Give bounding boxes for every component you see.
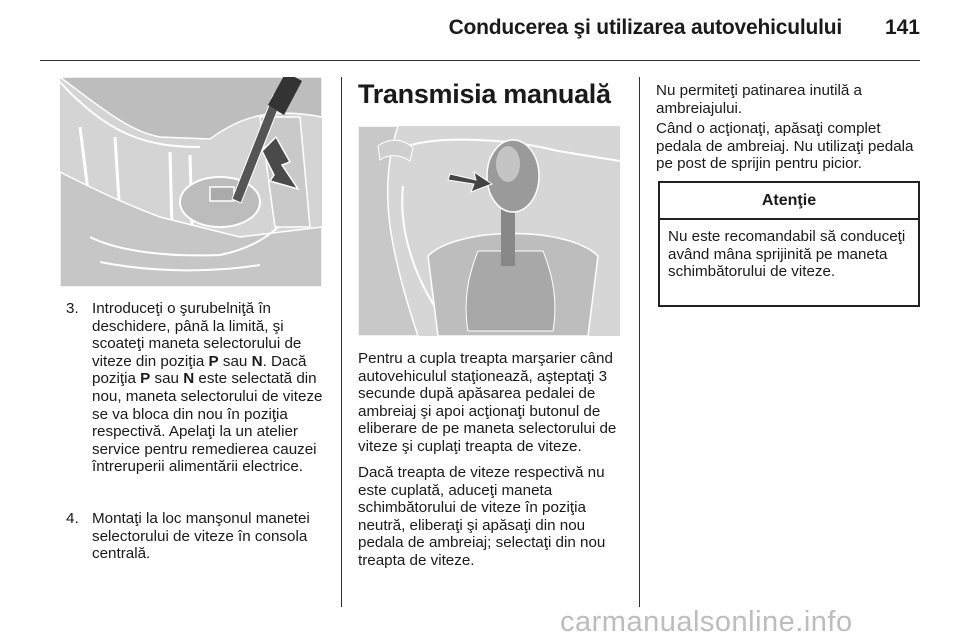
paragraph: Nu permiteţi patinarea inutilă a ambreiajului. [656, 82, 862, 117]
page-header-title: Conducerea şi utilizarea autovehiculului [448, 16, 842, 39]
gear-position-p: P [140, 370, 151, 388]
warning-box [658, 181, 920, 307]
gear-position-n: N [183, 370, 195, 388]
step-number: 3. [66, 300, 79, 317]
paragraph: Când o acţionaţi, apăsaţi complet pedala de ambreiaj. Nu utilizaţi pedala pe post de sprijin pentru picior. [656, 120, 914, 173]
column-divider-right [639, 77, 640, 607]
column-divider-left [341, 77, 342, 607]
paragraph: Dacă treapta de viteze respectivă nu este cuplată, aduceţi maneta schimbătorului de viteze în poziţia neutră, eliberaţi şi apăsaţi din nou pedala de ambreiaj; selectaţi din nou treapta de viteze. [358, 464, 606, 569]
step-text: Montaţi la loc manşonul manetei selectorului de viteze în consola centrală. [92, 510, 310, 563]
paragraph: Pentru a cupla treapta marşarier când autovehiculul staţionează, aşteptaţi 3 secunde după apăsarea pedalei de ambreiaj şi apoi acţionaţi butonul de eliberare de pe maneta selectorului de viteze şi cuplaţi treapta de viteze. [358, 350, 617, 455]
screwdriver-illustration [60, 77, 322, 287]
gear-position-n: N [251, 352, 263, 370]
page-number: 141 [884, 16, 920, 39]
section-heading: Transmisia manuală [358, 79, 611, 109]
warning-title: Atenţie [660, 183, 918, 220]
gear-shift-illustration [358, 126, 620, 336]
gear-position-p: P [208, 352, 219, 370]
step-text: Introduceţi o şurubelniţă în deschidere, până la limită, şi scoateţi maneta selectorului de viteze din poziţia P sau N. Dacă poziţia P sau N este selectată din nou, maneta selectorului de viteze se va bloca din nou în poziţia respectivă. Apelaţi la un atelier service pentru remedierea cauzei întreruperii alimentării electrice. [92, 300, 323, 476]
warning-text: Nu este recomandabil să conduceţi având mâna sprijinită pe maneta schimbătorului de viteze. [668, 228, 906, 281]
step-number: 4. [66, 510, 79, 527]
list-item [66, 300, 328, 476]
watermark: carmanualsonline.info [560, 606, 853, 638]
list-item [66, 510, 328, 563]
header-divider [40, 60, 920, 61]
